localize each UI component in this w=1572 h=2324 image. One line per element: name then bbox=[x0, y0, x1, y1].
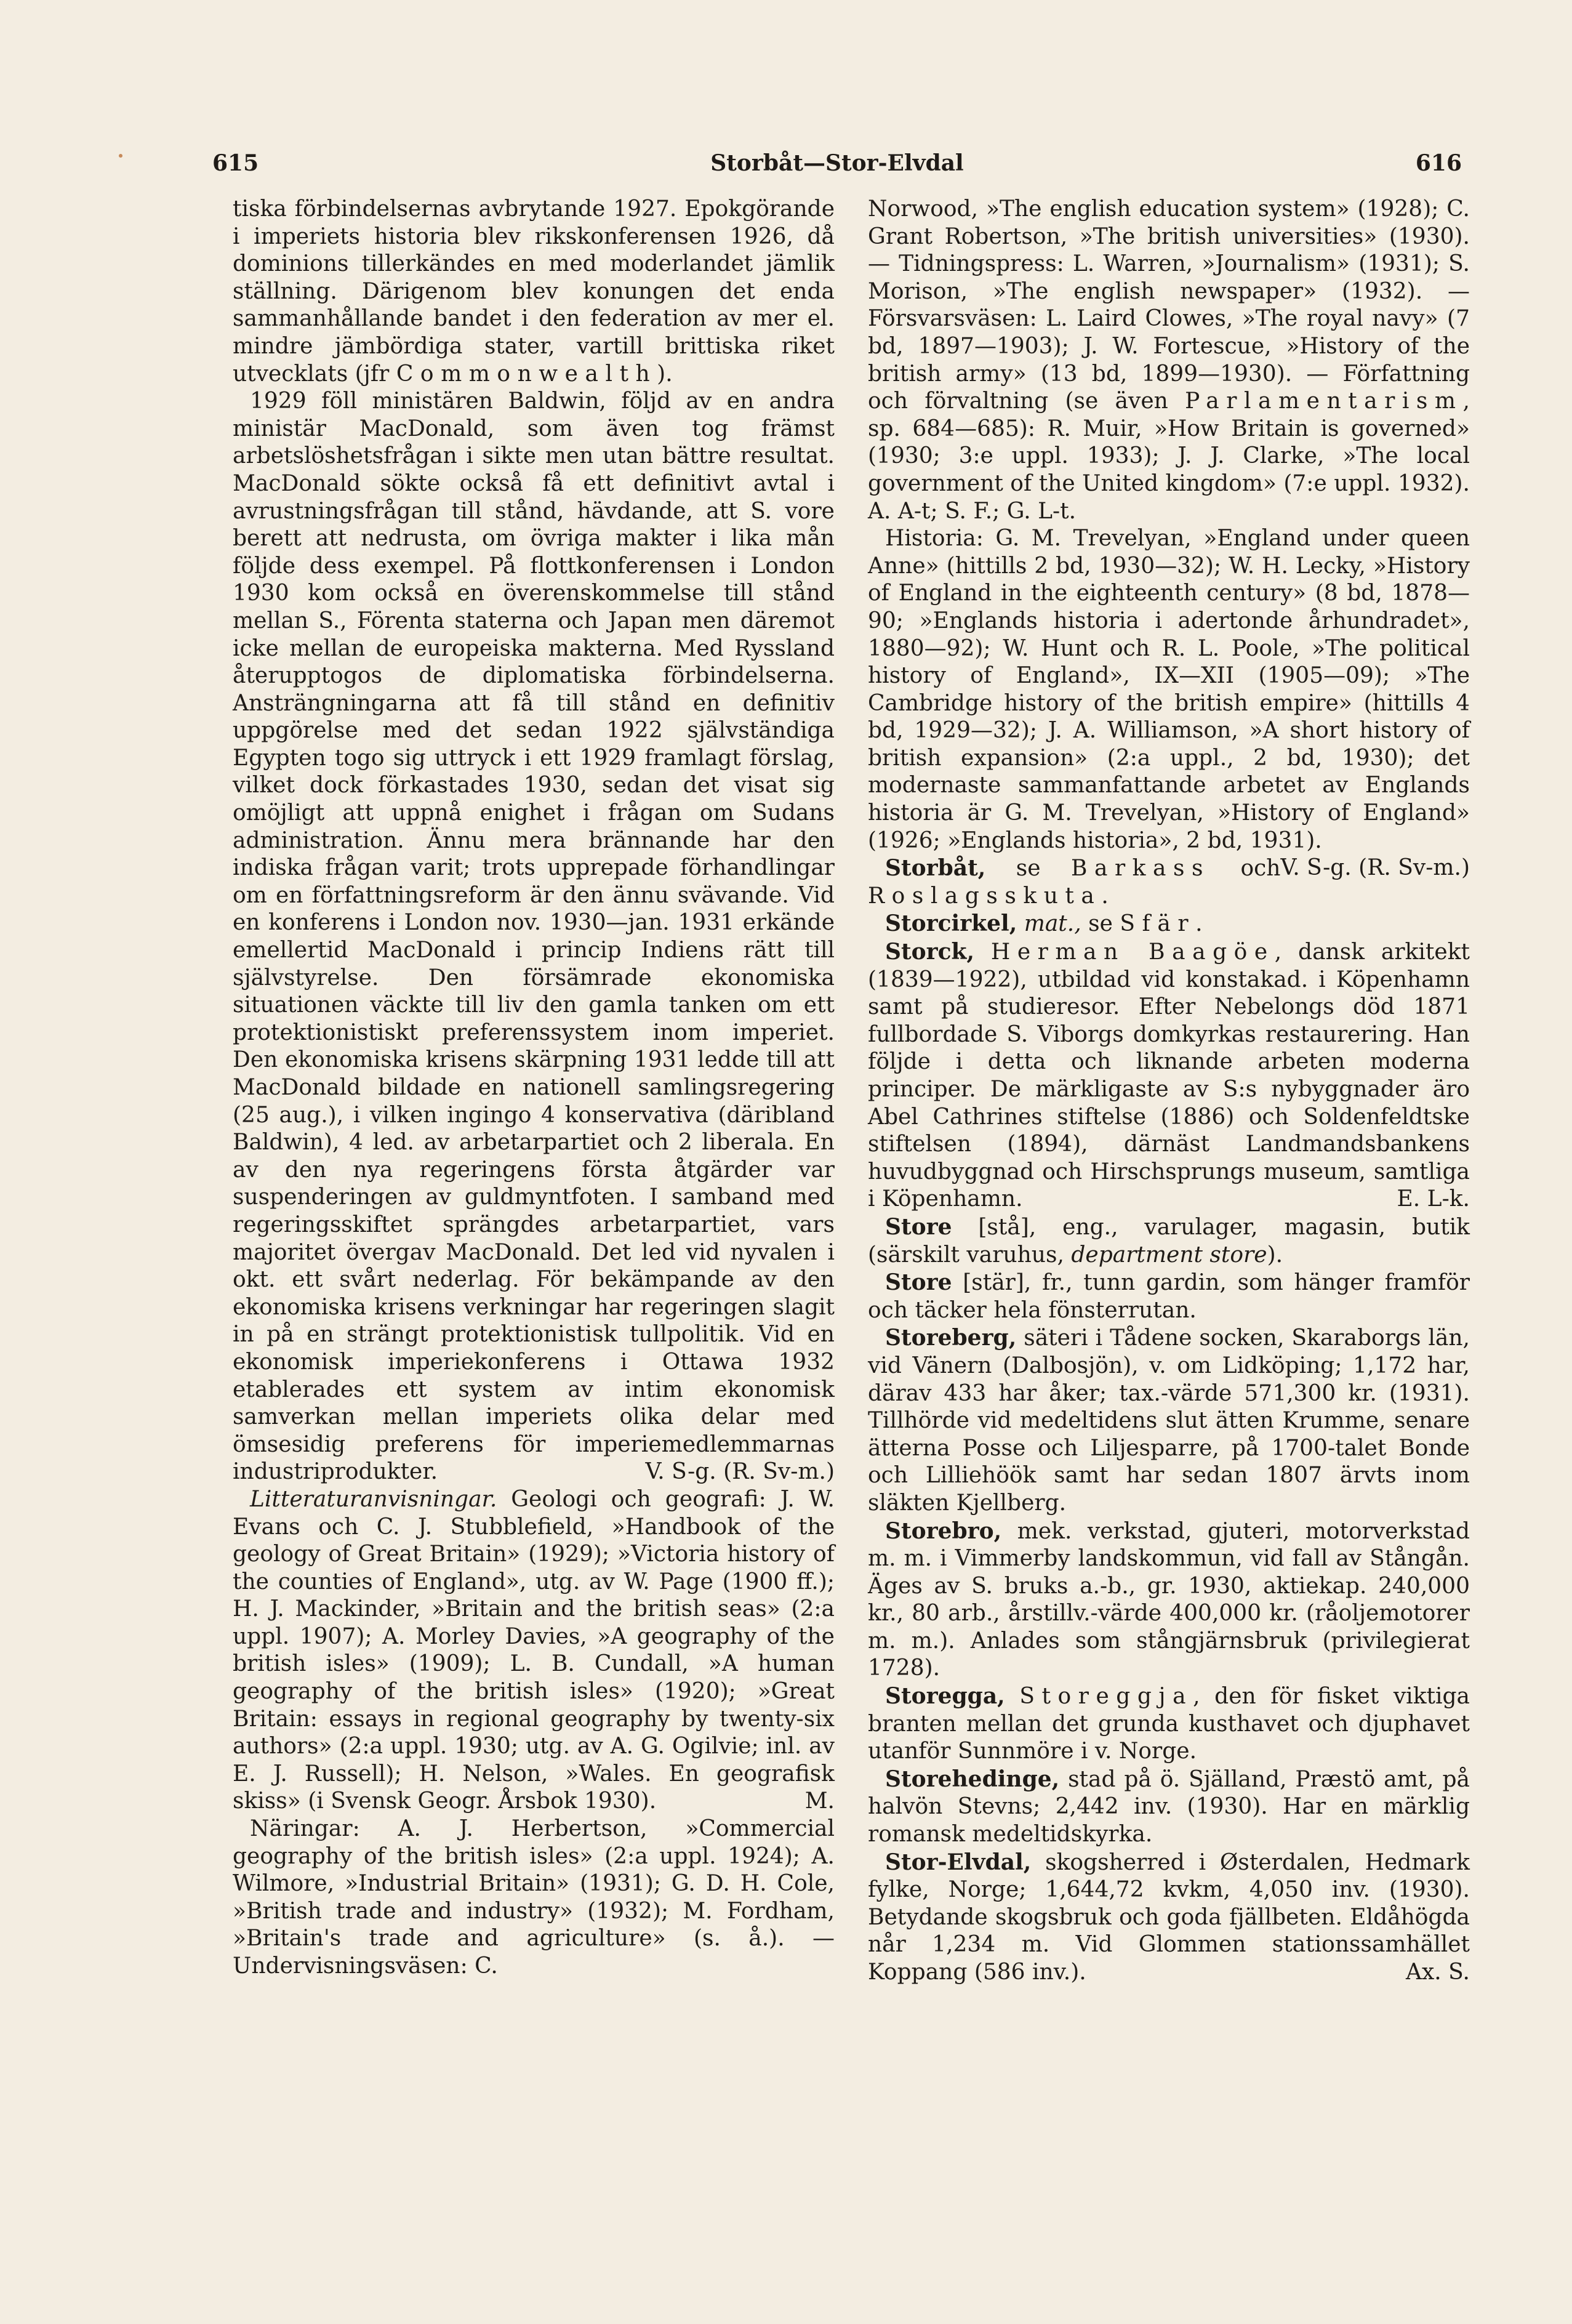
paragraph-text: Geologi och geografi: J. W. Evans och C. J. Stubblefield, »Handbook of the geology of Great Britain» (1929); »Victoria history of the counties of England», utg. av W. Page (1900 ff.); H. J. Mackinder, »Britain and the british seas» (2:a uppl. 1907); A. Morley Davies, »A geography of the british isles» (1909); L. B. Cundall, »A human geography of the british isles» (1920); »Great Britain: essays in regional geography by twenty-six authors» (2:a uppl. 1930; utg. av A. G. Ogilvie; inl. av E. J. Russell); H. Nelson, »Wales. En geografisk skiss» (i Svensk Geogr. Årsbok 1930). bbox=[233, 1486, 835, 1814]
headword: Storck, bbox=[885, 939, 975, 965]
headword: Storegga, bbox=[885, 1683, 1005, 1710]
person-name: Herman Baagöe bbox=[990, 939, 1275, 965]
running-title: Storbåt—Stor-Elvdal bbox=[710, 150, 964, 176]
left-column bbox=[233, 196, 835, 1980]
headword: Store bbox=[885, 1269, 952, 1296]
cross-reference: Parlamentarism bbox=[1185, 388, 1463, 414]
entry-storcirkel bbox=[868, 910, 1470, 938]
entry-text: mek. verkstad, gjuteri, motorverkstad m. m. i Vimmerby landskommun, vid fall av Stångån. Äges av S. bruks a.-b., gr. 1930, aktiekap. 240,000 kr., 80 arb., årstillv.-värde 400,000 kr. (råoljemotorer m. m.). Anlades som stångjärnsbruk (privilegierat 1728). bbox=[868, 1518, 1470, 1681]
entry-text: [stå], eng., varulager, magasin, butik (särskilt varuhus, bbox=[868, 1214, 1470, 1268]
author-signature: V. S-g. (R. Sv-m.) bbox=[1280, 855, 1470, 881]
entry-text: . bbox=[1101, 883, 1109, 909]
entry-storeberg bbox=[868, 1324, 1470, 1517]
author-signature: V. S-g. (R. Sv-m.) bbox=[645, 1459, 835, 1485]
author-signature: Ax. S. bbox=[1405, 1960, 1470, 1985]
headword: Storehedinge, bbox=[885, 1766, 1060, 1792]
paragraph bbox=[233, 1486, 835, 1815]
entry-text: ). bbox=[1267, 1242, 1283, 1268]
headword: Storeberg, bbox=[885, 1325, 1017, 1351]
paragraph-text: Historia: G. M. Trevelyan, »England under queen Anne» (hittills 2 bd, 1930—32); W. H. Lecky, »History of England in the eighteenth century» (8 bd, 1878—90; »Englands historia i adertonde århundradet», 1880—92); W. Hunt och R. L. Poole, »The political history of England», IX—XII (1905—09); »The Cambridge history of the british empire» (hittills 4 bd, 1929—32); J. A. Williamson, »A short history of british expansion» (2:a uppl., 2 bd, 1930); det modernaste sammanfattande arbetet av Englands historia är G. M. Trevelyan, »History of England» (1926; »Englands historia», 2 bd, 1931). bbox=[868, 526, 1470, 853]
entry-text: och bbox=[1240, 856, 1281, 882]
author-signature: E. L-k. bbox=[1397, 1186, 1470, 1212]
paragraph-text: Näringar: A. J. Herbertson, »Commercial geography of the british isles» (2:a uppl. 1924); A. Wilmore, »Industrial Britain» (1931); G. D. H. Cole, »British trade and industry» (1932); M. Fordham, »Britain's trade and agriculture» (s. å.). — Undervisningsväsen: C. bbox=[233, 1816, 835, 1979]
entry-text: se bbox=[1016, 856, 1041, 882]
paragraph-text: Norwood, »The english education system» (1928); C. Grant Robertson, »The british universities» (1930). — Tidningspress: L. Warren, »Journalism» (1931); S. Morison, »The english newspaper» (1932). — Försvarsväsen: L. Laird Clowes, »The royal navy» (7 bd, 1897—1903); J. W. Fortescue, »History of the british army» (13 bd, 1899—1930). — Författning och förvaltning (se även bbox=[868, 196, 1470, 414]
entry-storck bbox=[868, 938, 1470, 1213]
cross-reference: Sfär bbox=[1120, 911, 1196, 937]
paragraph-text: 1929 föll ministären Baldwin, följd av en andra ministär MacDonald, som även tog främst arbetslöshetsfrågan i sikte men utan bättre resultat. MacDonald sökte också få ett definitivt avtal i avrustningsfrågan till stånd, hävdande, att S. vore berett att nedrusta, om övriga makter i lika mån följde dess exempel. På flottkonferensen i London 1930 kom också en överenskommelse till stånd mellan S., Förenta staterna och Japan men däremot icke mellan de europeiska makterna. Med Ryssland återupptogos de diplomatiska förbindelserna. Ansträngningarna att få till stånd en definitiv uppgörelse med det sedan 1922 självständiga Egypten togo sig uttryck i ett 1929 framlagt förslag, vilket dock förkastades 1930, sedan det visat sig omöjligt att uppnå enighet i frågan om Sudans administration. Ännu mera brännande har den indiska frågan varit; trots upprepade förhandlingar om en författningsreform är den ännu svävande. Vid en konferens i London nov. 1930—jan. 1931 erkände emellertid MacDonald i princip Indiens rätt till självstyrelse. Den försämrade ekonomiska situationen väckte till liv den gamla tanken om ett protektionistiskt preferenssystem inom imperiet. Den ekonomiska krisens skärpning 1931 ledde till att MacDonald bildade en nationell samlingsregering (25 aug.), i vilken ingingo 4 konservativa (däribland Baldwin), 4 led. av arbetarpartiet och 2 liberala. En av den nya regeringens första åtgärder var suspenderingen av guldmyntfoten. I samband med regeringsskiftet sprängdes arbetarpartiet, vars majoritet övergav MacDonald. Det led vid nyvalen i okt. ett svårt nederlag. För bekämpande av den ekonomiska krisens verkningar har regeringen slagit in på en strängt protektionistisk tullpolitik. Vid en ekonomisk imperiekonferens i Ottawa 1932 etablerades ett system av intim ekonomisk samverkan mellan imperiets olika delar med ömsesidig preferens för imperiemedlemmarnas industriprodukter. bbox=[233, 388, 835, 1485]
entry-text: skogsherred i Østerdalen, Hedmark fylke, Norge; 1,644,72 kvkm, 4,050 inv. (1930). Betydande skogsbruk och goda fjällbeten. Eldåhögda når 1,234 m. Vid Glommen stationssamhället Koppang (586 inv.). bbox=[868, 1849, 1470, 1985]
headword: Store bbox=[885, 1213, 952, 1240]
paragraph bbox=[233, 1815, 835, 1980]
entry-storebro bbox=[868, 1518, 1470, 1683]
entry-text: . bbox=[1195, 911, 1203, 937]
headword: Storbåt, bbox=[885, 855, 986, 882]
entry-storegga bbox=[868, 1683, 1470, 1766]
paragraph bbox=[868, 196, 1470, 525]
cross-reference: Roslagsskuta bbox=[868, 883, 1102, 909]
right-column bbox=[868, 196, 1470, 1987]
author-signature: M. bbox=[804, 1788, 835, 1814]
headword: Storebro, bbox=[885, 1518, 1002, 1544]
paragraph bbox=[233, 196, 835, 388]
entry-text: stad på ö. Själland, Præstö amt, på halvön Stevns; 2,442 inv. (1930). Har en märklig romansk medeltidskyrka. bbox=[868, 1766, 1470, 1848]
cross-reference: Commonwealth bbox=[396, 361, 657, 387]
paragraph-text: , sp. 684—685): R. Muir, »How Britain is governed» (1930; 3:e uppl. 1933); J. J. Clarke, »The local government of the United kingdom» (7:e uppl. 1932). A. A-t; S. F.; G. L-t. bbox=[868, 388, 1470, 524]
paragraph-text: ). bbox=[657, 361, 673, 387]
headword: Storcirkel, bbox=[885, 911, 1017, 937]
page-number-right: 616 bbox=[1415, 150, 1462, 176]
entry-text: , dansk arkitekt (1839—1922), utbildad vid konstakad. i Köpenhamn samt på studieresor. Efter Nebelongs död 1871 fullbordade S. Viborgs domkyrkas restaurering. Han följde i detta och liknande arbeten moderna principer. De märkligaste av S:s nybyggnader äro Abel Cathrines stiftelse (1886) och Soldenfeldtske stiftelsen (1894), därnäst Landmandsbankens huvudbyggnad och Hirschsprungs museum, samtliga i Köpenhamn. bbox=[868, 939, 1470, 1212]
italic-term: department store bbox=[1071, 1242, 1267, 1268]
headword: Stor-Elvdal, bbox=[885, 1849, 1032, 1875]
entry-text: se bbox=[1088, 911, 1113, 937]
entry-stor-elvdal bbox=[868, 1849, 1470, 1987]
subject-label: mat., bbox=[1024, 911, 1081, 937]
entry-store-eng bbox=[868, 1213, 1470, 1269]
paragraph-text: tiska förbindelsernas avbrytande 1927. Epokgörande i imperiets historia blev rikskonferensen 1926, då dominions tillerkändes en med moderlandet jämlik ställning. Därigenom blev konungen det enda sammanhållande bandet i den federation av mer el. mindre jämbördiga stater, vartill brittiska riket utvecklats (jfr bbox=[233, 196, 835, 387]
entry-text: , den för fisket viktiga branten mellan det grunda kusthavet och djuphavet utanför Sunnmöre i v. Norge. bbox=[868, 1684, 1470, 1764]
entry-text: [stär], fr., tunn gardin, som hänger framför och täcker hela fönsterrutan. bbox=[868, 1270, 1470, 1323]
margin-spot bbox=[119, 154, 122, 158]
entry-text: säteri i Tådene socken, Skaraborgs län, vid Vänern (Dalbosjön), v. om Lidköping; 1,172 har, därav 433 har åker; tax.-värde 571,300 kr. (1931). Tillhörde vid medeltidens slut ätten Krumme, senare ätterna Posse och Liljesparre, på 1700-talet Bonde och Lilliehöök samt har sedan 1807 ärvts inom släkten Kjellberg. bbox=[868, 1325, 1470, 1516]
page-number-left: 615 bbox=[212, 150, 259, 176]
page-header bbox=[212, 150, 1462, 187]
section-label: Litteraturanvisningar. bbox=[250, 1486, 497, 1512]
entry-storehedinge bbox=[868, 1766, 1470, 1849]
cross-reference: Barkass bbox=[1070, 856, 1210, 882]
variant-name: Storeggja bbox=[1019, 1684, 1193, 1710]
paragraph bbox=[233, 388, 835, 1486]
entry-store-fr bbox=[868, 1269, 1470, 1324]
